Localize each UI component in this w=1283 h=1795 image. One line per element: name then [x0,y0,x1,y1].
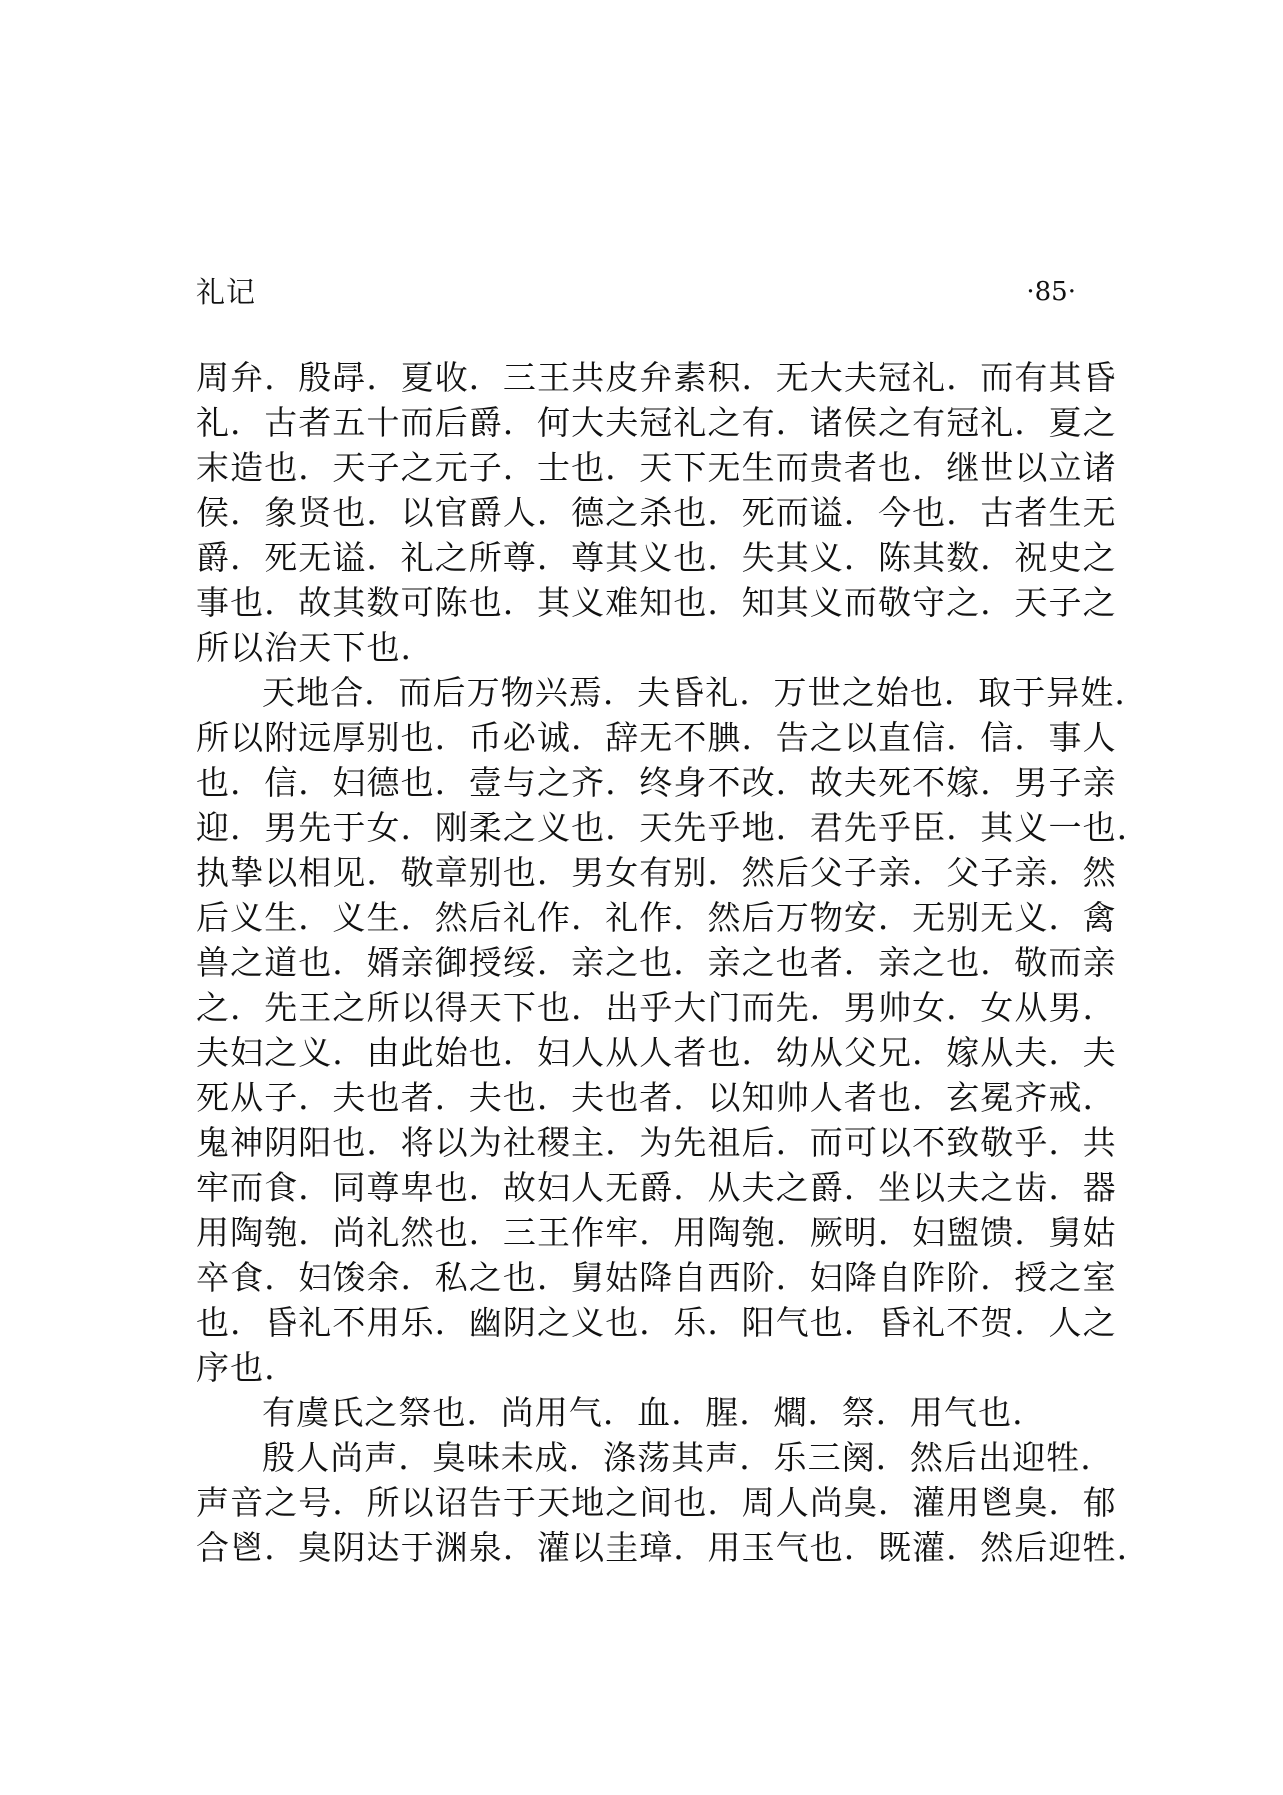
text-line: 末造也．天子之元子．士也．天下无生而贵者也．继世以立诸 [196,448,1117,487]
text-line: 之．先王之所以得天下也．出乎大门而先．男帅女．女从男． [196,988,1117,1027]
text-line: 用陶匏．尚礼然也．三王作牢．用陶匏．厥明．妇盥馈．舅姑 [196,1213,1117,1252]
text-line: 合鬯．臭阴达于渊泉．灌以圭璋．用玉气也．既灌．然后迎牲． [196,1528,1151,1567]
text-line: 事也．故其数可陈也．其义难知也．知其义而敬守之．天子之 [196,583,1117,622]
book-title: 礼记 [196,275,257,309]
text-line: 天地合．而后万物兴焉．夫昏礼．万世之始也．取于异姓． [262,673,1149,712]
page-number: ·85· [1026,277,1076,307]
text-line: 鬼神阴阳也．将以为社稷主．为先祖后．而可以不致敬乎．共 [196,1123,1117,1162]
text-line: 侯．象贤也．以官爵人．德之杀也．死而谥．今也．古者生无 [196,493,1117,532]
text-line: 兽之道也．婿亲御授绥．亲之也．亲之也者．亲之也．敬而亲 [196,943,1117,982]
text-line: 也．昏礼不用乐．幽阴之义也．乐．阳气也．昏礼不贺．人之 [196,1303,1117,1342]
text-line: 迎．男先于女．刚柔之义也．天先乎地．君先乎臣．其义一也． [196,808,1151,847]
text-line: 有虞氏之祭也．尚用气．血．腥．爓．祭．用气也． [262,1393,1047,1432]
body-text [196,355,1151,1570]
text-line: 周弁．殷冔．夏收．三王共皮弁素积．无大夫冠礼．而有其昏 [196,358,1117,397]
text-line: 也．信．妇德也．壹与之齐．终身不改．故夫死不嫁．男子亲 [196,763,1117,802]
text-line: 牢而食．同尊卑也．故妇人无爵．从夫之爵．坐以夫之齿．器 [196,1168,1117,1207]
text-line: 所以附远厚别也．币必诚．辞无不腆．告之以直信．信．事人 [196,718,1117,757]
text-line: 执挚以相见．敬章别也．男女有别．然后父子亲．父子亲．然 [196,853,1117,892]
text-line: 后义生．义生．然后礼作．礼作．然后万物安．无别无义．禽 [196,898,1117,937]
text-line: 殷人尚声．臭味未成．涤荡其声．乐三阕．然后出迎牲． [262,1438,1115,1477]
text-line: 所以治天下也． [196,628,435,667]
text-line: 声音之号．所以诏告于天地之间也．周人尚臭．灌用鬯臭．郁 [196,1483,1117,1522]
text-line: 序也． [196,1348,299,1387]
text-line: 卒食．妇馂余．私之也．舅姑降自西阶．妇降自阼阶．授之室 [196,1258,1117,1297]
text-line: 爵．死无谥．礼之所尊．尊其义也．失其义．陈其数．祝史之 [196,538,1117,577]
text-line: 夫妇之义．由此始也．妇人从人者也．幼从父兄．嫁从夫．夫 [196,1033,1117,1072]
text-line: 礼．古者五十而后爵．何大夫冠礼之有．诸侯之有冠礼．夏之 [196,403,1117,442]
text-line: 死从子．夫也者．夫也．夫也者．以知帅人者也．玄冕齐戒． [196,1078,1117,1117]
running-header [196,272,1076,312]
